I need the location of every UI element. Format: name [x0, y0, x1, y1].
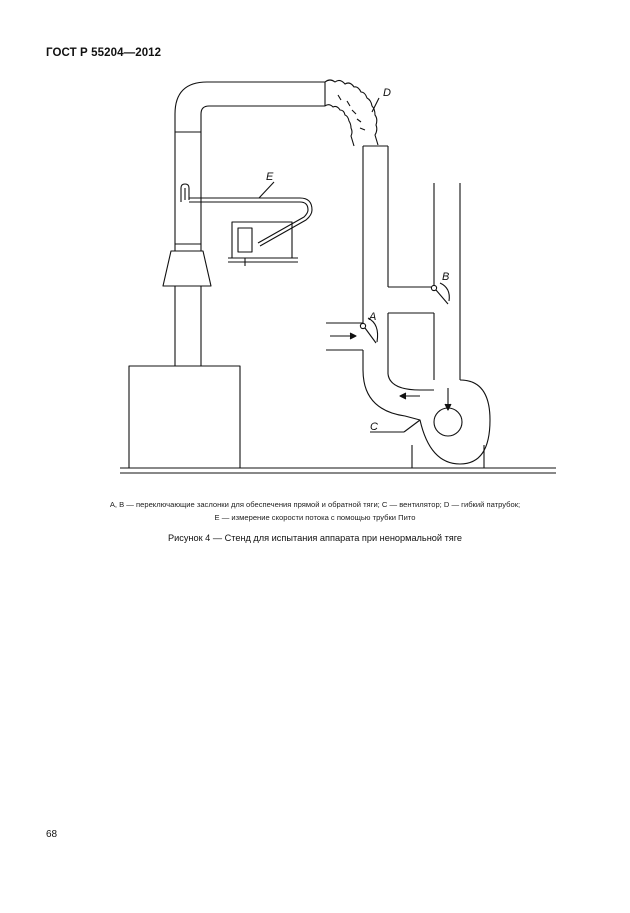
appliance-box: [129, 366, 240, 468]
side-inlet: [326, 323, 363, 370]
floor-line: [120, 468, 556, 473]
document-header: ГОСТ Р 55204—2012: [46, 47, 162, 59]
label-leaders: [370, 98, 420, 432]
label-E: E: [266, 171, 274, 183]
label-C: C: [370, 421, 378, 433]
fan-C: [363, 370, 490, 468]
flow-arrows: [330, 333, 451, 410]
figure-legend: [40, 498, 590, 524]
legend-line-2: E — измерение скорости потока с помощью трубки Пито: [214, 513, 416, 522]
top-horizontal-duct: [175, 82, 325, 114]
label-B: B: [442, 271, 450, 283]
damper-B: [431, 283, 449, 304]
figure-caption: Рисунок 4 — Стенд для испытания аппарата при ненормальной тяге: [167, 533, 463, 543]
flue-pipe: [175, 286, 201, 366]
label-A: A: [369, 311, 377, 323]
legend-line-1: A, B — переключающие заслонки для обеспечения прямой и обратной тяги; C — вентилятор; D — гибкий патрубок;: [109, 500, 521, 509]
flexible-connector-D: [325, 80, 378, 146]
label-D: D: [383, 87, 391, 99]
draught-diverter: [163, 251, 211, 286]
upper-duct: [175, 114, 201, 251]
page-number: 68: [46, 829, 58, 840]
